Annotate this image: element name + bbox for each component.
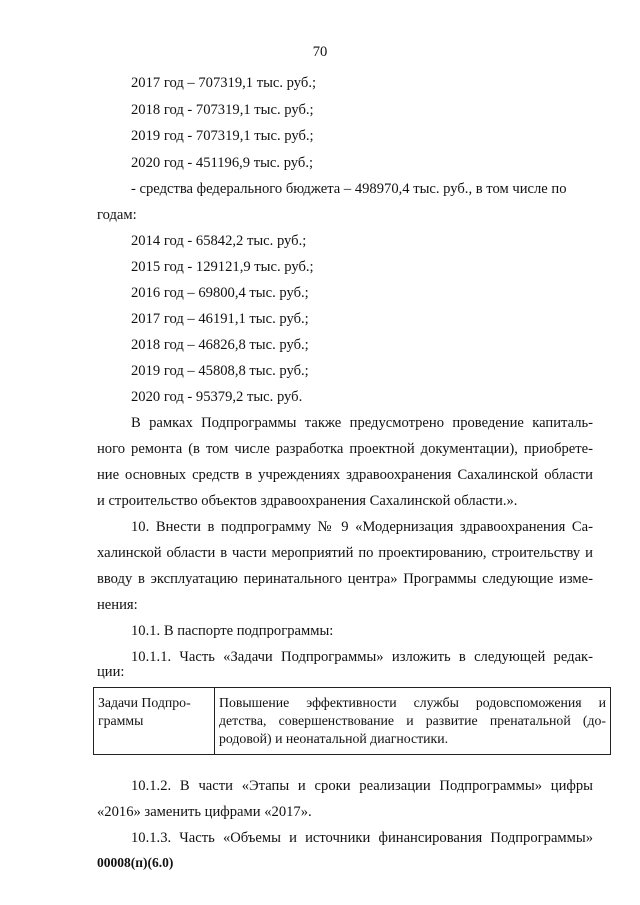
paragraph-line: вводу в эксплуатацию перинатального центра» Программы следующие изме-	[97, 571, 593, 587]
funding-line-2017: 2017 год – 707319,1 тыс. руб.;	[131, 75, 317, 91]
item-10-1-3: 10.1.3. Часть «Объемы и источники финансирования Подпрограммы»	[131, 830, 593, 846]
federal-line-2015: 2015 год - 129121,9 тыс. руб.;	[131, 259, 314, 275]
tasks-table	[93, 687, 611, 755]
item-10-1-1: 10.1.1. Часть «Задачи Подпрограммы» изложить в следующей редак-	[131, 649, 593, 665]
footer-code: 00008(п)(6.0)	[97, 855, 174, 870]
item-10-1-2: 10.1.2. В части «Этапы и сроки реализации Подпрограммы» цифры	[131, 778, 593, 794]
federal-line-2018: 2018 год – 46826,8 тыс. руб.;	[131, 337, 309, 353]
funding-line-2019: 2019 год - 707319,1 тыс. руб.;	[131, 128, 314, 144]
table-value-line: родовой) и неонатальной диагностики.	[219, 731, 449, 746]
federal-budget-line: - средства федерального бюджета – 498970,4 тыс. руб., в том числе по	[131, 181, 567, 197]
item-10-1-2-cont: «2016» заменить цифрами «2017».	[97, 804, 312, 820]
federal-budget-line-cont: годам:	[97, 207, 137, 223]
paragraph-line: 10. Внести в подпрограмму № 9 «Модернизация здравоохранения Са-	[131, 519, 593, 535]
table-row	[94, 688, 611, 755]
table-value-line: Повышение эффективности службы родовспоможения и	[219, 695, 606, 710]
paragraph-line: ние основных средств в учреждениях здравоохранения Сахалинской области	[97, 467, 593, 483]
table-value-cell	[215, 688, 611, 755]
paragraph-line: нения:	[97, 597, 138, 613]
federal-line-2017: 2017 год – 46191,1 тыс. руб.;	[131, 311, 309, 327]
item-10-1: 10.1. В паспорте подпрограммы:	[131, 623, 334, 639]
paragraph-line: В рамках Подпрограммы также предусмотрено проведение капиталь-	[131, 415, 593, 431]
table-label-line: Задачи Подпро-	[98, 695, 191, 710]
table-value-line: детства, совершенствование и развитие пренатальной (до-	[219, 713, 606, 728]
funding-line-2018: 2018 год - 707319,1 тыс. руб.;	[131, 102, 314, 118]
table-label-cell	[94, 688, 215, 755]
paragraph-line: и строительство объектов здравоохранения Сахалинской области.».	[97, 493, 518, 509]
federal-line-2020: 2020 год - 95379,2 тыс. руб.	[131, 389, 303, 405]
federal-line-2014: 2014 год - 65842,2 тыс. руб.;	[131, 233, 307, 249]
paragraph-line: ного ремонта (в том числе разработка проектной документации), приобрете-	[97, 441, 593, 457]
item-10-1-1-cont: ции:	[97, 664, 125, 680]
federal-line-2016: 2016 год – 69800,4 тыс. руб.;	[131, 285, 309, 301]
paragraph-line: халинской области в части мероприятий по проектированию, строительству и	[97, 545, 593, 561]
funding-line-2020: 2020 год - 451196,9 тыс. руб.;	[131, 155, 314, 171]
page-number: 70	[312, 44, 328, 60]
federal-line-2019: 2019 год – 45808,8 тыс. руб.;	[131, 363, 309, 379]
table-label-line: граммы	[98, 713, 144, 728]
